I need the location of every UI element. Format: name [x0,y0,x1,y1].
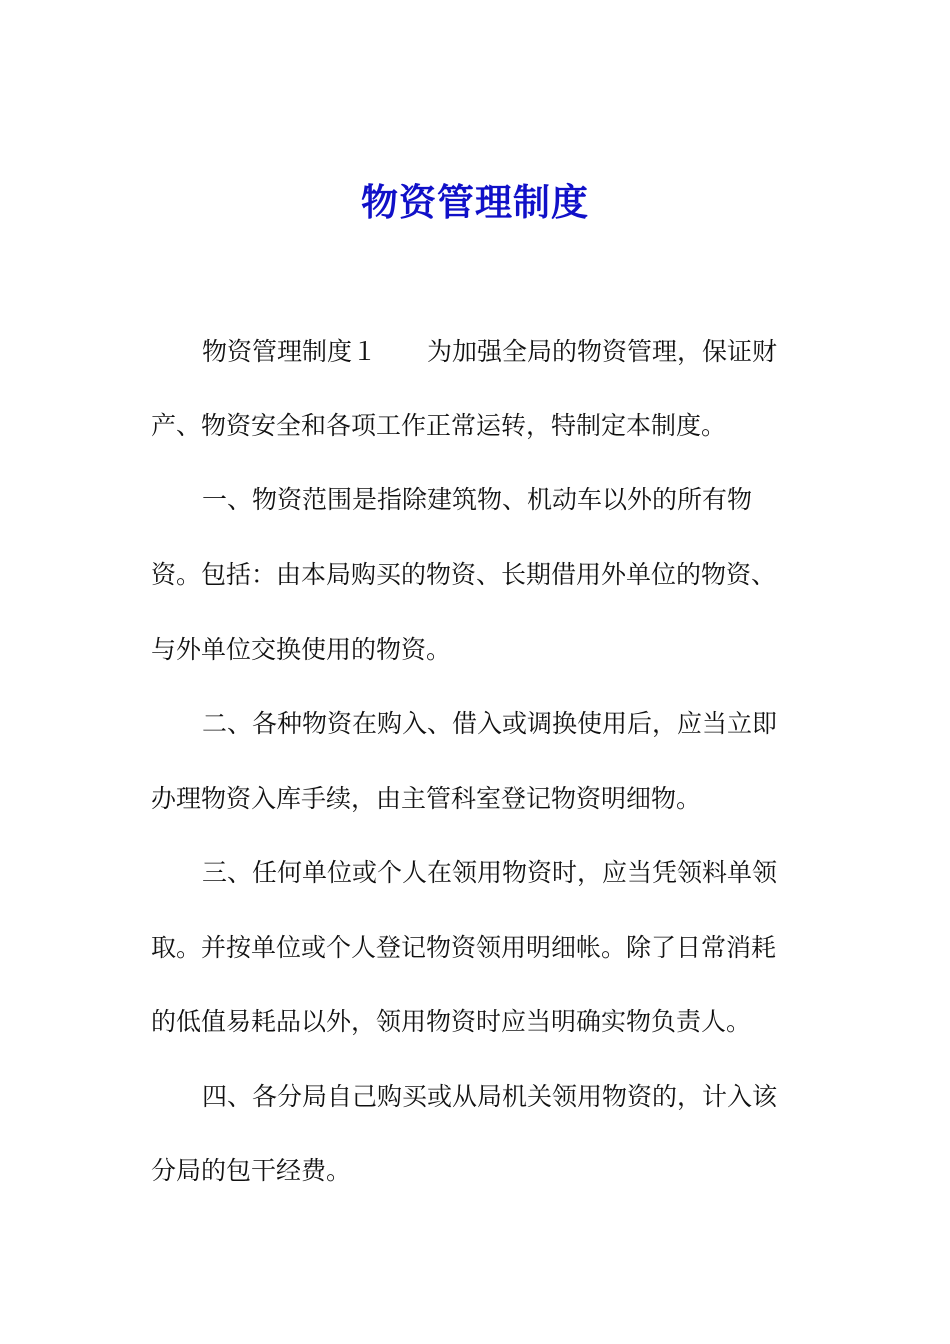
paragraph-4-line-1: 三、任何单位或个人在领用物资时，应当凭领料单领 [202,858,778,887]
paragraph-5-line-1: 四、各分局自己购买或从局机关领用物资的，计入该 [202,1082,778,1111]
paragraph-text: 为加强全局的物资管理，保证财 [427,337,778,366]
paragraph-2-line-2: 资。包括：由本局购买的物资、长期借用外单位的物资、 [151,560,777,589]
paragraph-3-line-2: 办理物资入库手续，由主管科室登记物资明细物。 [151,784,702,813]
paragraph-4-line-3: 的低值易耗品以外，领用物资时应当明确实物负责人。 [151,1007,752,1036]
paragraph-1-line-1 [202,334,862,370]
document-title: 物资管理制度 [361,180,589,224]
paragraph-2-line-3: 与外单位交换使用的物资。 [151,635,452,664]
paragraph-2-line-1: 一、物资范围是指除建筑物、机动车以外的所有物 [202,485,753,514]
section-heading: 物资管理制度１ [202,337,378,366]
paragraph-1-line-2: 产、物资安全和各项工作正常运转，特制定本制度。 [151,411,727,440]
paragraph-3-line-1: 二、各种物资在购入、借入或调换使用后，应当立即 [202,709,778,738]
paragraph-5-line-2: 分局的包干经费。 [151,1156,352,1185]
paragraph-4-line-2: 取。并按单位或个人登记物资领用明细帐。除了日常消耗 [151,933,777,962]
